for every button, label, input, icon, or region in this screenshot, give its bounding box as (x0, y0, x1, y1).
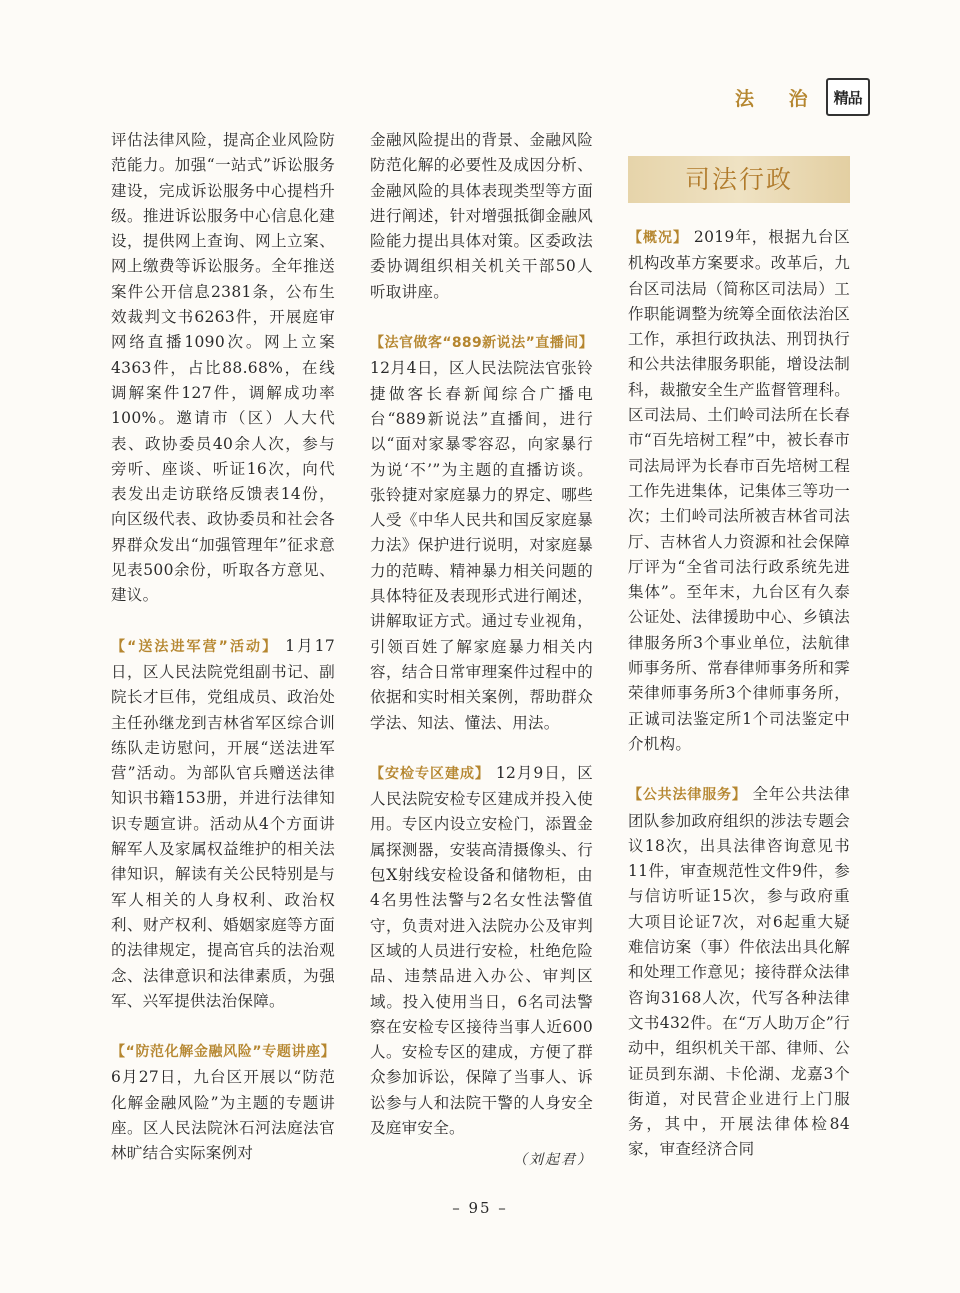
paragraph-lecture-continued: 金融风险提出的背景、金融风险防范化解的必要性及成因分析、金融风险的具体表现类型等方面进行阐述，针对增强抵御金融风险能力提出具体对策。区委政法委协调组织相关机关干部50人听取讲座。 (370, 131, 593, 301)
page-header (735, 78, 870, 116)
keyword-heading: 【概况】 (628, 230, 688, 246)
column-2 (370, 128, 593, 1174)
paragraph-overview: 【概况】 2019年，根据九台区机构改革方案要求。改革后，九台区司法局（简称区司法局）工作职能调整为统筹全面依法治区工作，承担行政执法、刑罚执行和公共法律服务职能，增设法制科，裁撤安全生产监督管理科。区司法局、土们岭司法所在长春市“百先培树工程”中，被长春市司法局评为长春市百先培树工程工作先进集体，记集体三等功一次；土们岭司法所被吉林省司法厅、吉林省人力资源和社会保障厅评为“全省司法行政系统先进集体”。至年末，九台区有久泰公证处、法律援助中心、乡镇法律服务所3个事业单位，法航律师事务所、常春律师事务所和霁荣律师事务所3个律师事务所，正诚司法鉴定所1个司法鉴定中介机构。 (628, 228, 851, 753)
jingpin-logo: 精品 (826, 78, 870, 116)
column-3 (628, 128, 850, 1188)
column-1 (111, 128, 335, 1192)
section-title: 法 治 (735, 87, 822, 110)
keyword-heading: 【“防范化解金融风险”专题讲座】 (111, 1044, 335, 1061)
paragraph-litigation-service: 评估法律风险，提高企业风险防范能力。加强“一站式”诉讼服务建设，完成诉讼服务中心提档升级。推进诉讼服务中心信息化建设，提供网上查询、网上立案、网上缴费等诉讼服务。全年推送案件公开信息2381条，公布生效裁判文书6263件，开展庭审网络直播1090次。网上立案4363件，占比88.68%，在线调解案件127件，调解成功率100%。邀请市（区）人大代表、政协委员40余人次，参与旁听、座谈、听证16次，向代表发出走访联络反馈表14份，向区级代表、政协委员和社会各界群众发出“加强管理年”征求意见表500余份，听取各方意见、建议。 (111, 131, 335, 605)
section-banner-judicial-admin: 司法行政 (628, 156, 850, 203)
paragraph-public-legal-service: 【公共法律服务】 全年公共法律团队参加政府组织的涉法专题会议18次，出具法律咨询意见书11件，审查规范性文件9件，参与信访听证15次，参与政府重大项目论证7次，对6起重大疑难信访案（事）件依法出具化解和处理工作意见；接待群众法律咨询3168人次，代写各种法律文书432件。在“万人助万企”行动中，组织机关干部、律师、公证员到东湖、卡伦湖、龙嘉3个街道，对民营企业进行上门服务，其中，开展法律体检84家，审查经济合同 (628, 785, 850, 1159)
keyword-heading: 【“送法进军营”活动】 (111, 638, 279, 655)
keyword-heading: 【安检专区建成】 (370, 765, 490, 782)
paragraph-security-zone: 【安检专区建成】 12月9日，区人民法院安检专区建成并投入使用。专区内设立安检门，添置金属探测器，安装高清摄像头、行包X射线安检设备和储物柜，由4名男性法警与2名女性法警值守，负责对进入法院办公及审判区域的人员进行安检，杜绝危险品、违禁品进入办公、审判区域。投入使用当日，6名司法警察在安检专区接待当事人近600人。安检专区的建成，方便了群众参加诉讼，保障了当事人、诉讼参与人和法院干警的人身安全及庭审安全。 (370, 763, 593, 1137)
paragraph-financial-risk-lecture: 【“防范化解金融风险”专题讲座】 6月27日，九台区开展以“防范化解金融风险”为主题的专题讲座。区人民法院沐石河法庭法官林旷结合实际案例对 (111, 1044, 335, 1163)
paragraph-law-to-barracks: 【“送法进军营”活动】 1月17日，区人民法院党组副书记、副院长才巨伟，党组成员、政治处主任孙继龙到吉林省军区综合训练队走访慰问，开展“送法进军营”活动。为部队官兵赠送法律知识书籍153册，并进行法律知识专题宣讲。活动从4个方面讲解军人及家属权益维护的相关法律知识，解读有关公民特别是与军人相关的人身权利、政治权利、财产权利、婚姻家庭等方面的法律规定，提高官兵的法治观念、法律意识和法律素质，为强军、兴军提供法治保障。 (111, 636, 335, 1010)
author-credit: （刘起君） (513, 1152, 593, 1169)
keyword-heading: 【公共法律服务】 (628, 787, 747, 804)
page-number: – 95 – (452, 1199, 508, 1217)
paragraph-radio-interview: 【法官做客“889新说法”直播间】 12月4日，区人民法院法官张铃捷做客长春新闻综合广播电台“889新说法”直播间，进行以“面对家暴零容忍，向家暴行为说‘不’”为主题的直播访谈。张铃捷对家庭暴力的界定、哪些人受《中华人民共和国反家庭暴力法》保护进行说明，对家庭暴力的范畴、精神暴力相关问题的具体特征及表现形式进行阐述，讲解取证方式。通过专业视角，引领百姓了解家庭暴力相关内容，结合日常审理案件过程中的依据和实时相关案例，帮助群众学法、知法、懂法、用法。 (370, 335, 593, 732)
keyword-heading: 【法官做客“889新说法”直播间】 (370, 335, 593, 352)
